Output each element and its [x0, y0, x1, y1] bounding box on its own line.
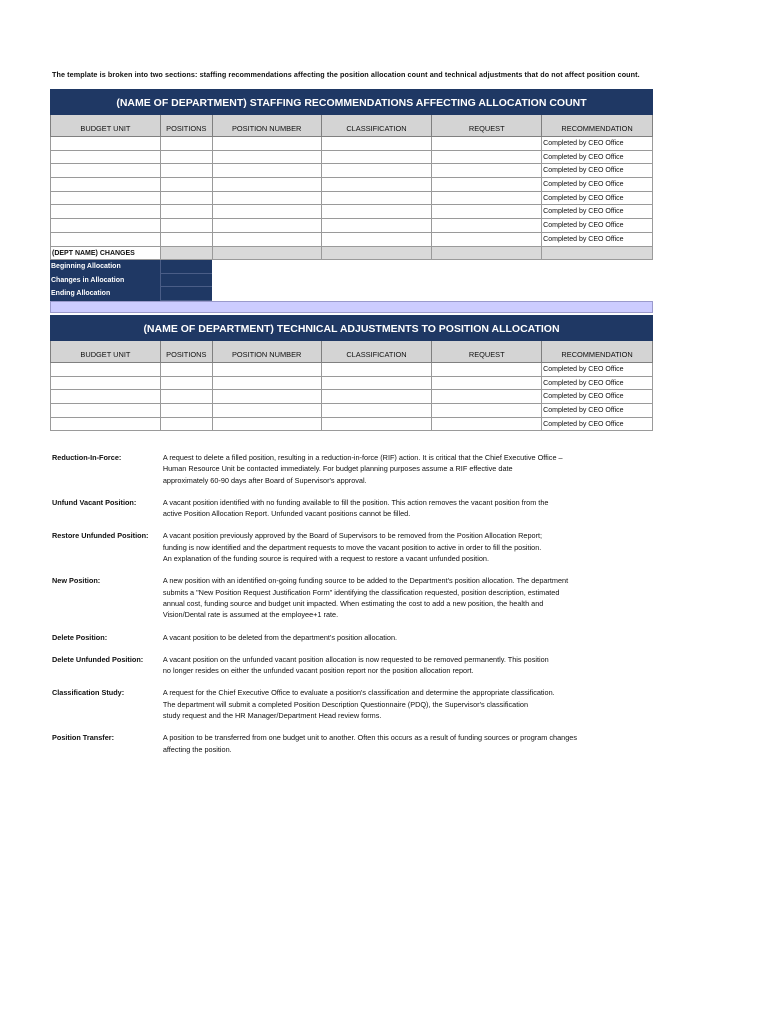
cell[interactable]	[432, 363, 542, 377]
recommendation-cell: Completed by CEO Office	[542, 137, 653, 151]
cell[interactable]	[432, 418, 542, 432]
definition-term: Position Transfer:	[52, 733, 115, 743]
definition-description	[163, 732, 672, 755]
definition-description	[163, 687, 672, 721]
summary-ending-allocation: Ending Allocation	[50, 287, 160, 301]
cell[interactable]	[322, 404, 433, 418]
cell[interactable]	[322, 418, 433, 432]
cell[interactable]	[51, 205, 161, 219]
cell[interactable]	[213, 404, 322, 418]
cell[interactable]	[432, 390, 542, 404]
cell[interactable]	[213, 377, 322, 391]
table-row	[50, 219, 653, 233]
section1-title: (NAME OF DEPARTMENT) STAFFING RECOMMENDATIONS AFFECTING ALLOCATION COUNT	[50, 89, 653, 115]
cell[interactable]	[161, 219, 213, 233]
table-row	[50, 390, 653, 404]
table-row	[50, 363, 653, 377]
definition-term: Unfund Vacant Position:	[52, 497, 137, 507]
table-row	[50, 377, 653, 391]
recommendation-cell: Completed by CEO Office	[542, 377, 653, 391]
changes-row	[50, 247, 653, 261]
table-row	[50, 164, 653, 178]
definition-term: Classification Study:	[52, 688, 125, 698]
header-positions: POSITIONS	[161, 341, 213, 363]
definition-item	[52, 530, 672, 564]
cell[interactable]	[213, 151, 322, 165]
definition-line: An explanation of the funding source is required with a request to restore a vacant unfunded position.	[162, 554, 489, 564]
header-classification: CLASSIFICATION	[322, 341, 433, 363]
definition-item	[52, 654, 672, 677]
cell[interactable]	[161, 137, 213, 151]
cell[interactable]	[432, 247, 542, 261]
recommendation-cell: Completed by CEO Office	[542, 178, 653, 192]
cell[interactable]	[432, 404, 542, 418]
cell[interactable]	[51, 178, 161, 192]
cell[interactable]	[322, 233, 433, 247]
cell[interactable]	[51, 390, 161, 404]
cell[interactable]	[432, 192, 542, 206]
cell[interactable]	[161, 363, 213, 377]
recommendation-cell: Completed by CEO Office	[542, 390, 653, 404]
cell[interactable]	[161, 205, 213, 219]
cell[interactable]	[51, 219, 161, 233]
definition-term: Restore Unfunded Position:	[52, 531, 149, 541]
recommendation-cell: Completed by CEO Office	[542, 404, 653, 418]
table-row	[50, 192, 653, 206]
definition-line: A request for the Chief Executive Office to evaluate a position's classification and determine the appropriate classification.	[162, 688, 555, 698]
definition-line: A vacant position previously approved by the Board of Supervisors to be removed from the Position Allocation Report;	[162, 531, 543, 541]
table-row	[50, 151, 653, 165]
cell[interactable]	[322, 192, 433, 206]
cell[interactable]	[51, 192, 161, 206]
cell[interactable]	[322, 247, 433, 261]
table-row	[50, 404, 653, 418]
cell[interactable]	[213, 219, 322, 233]
cell[interactable]	[51, 363, 161, 377]
cell[interactable]	[161, 390, 213, 404]
section1-header-row	[50, 115, 653, 137]
definition-item	[52, 732, 672, 755]
recommendation-cell: Completed by CEO Office	[542, 233, 653, 247]
summary-value[interactable]	[160, 260, 212, 274]
table-row	[50, 233, 653, 247]
cell[interactable]	[542, 247, 653, 261]
cell[interactable]	[322, 164, 433, 178]
definition-line: A vacant position to be deleted from the department's position allocation.	[162, 632, 398, 642]
recommendation-cell: Completed by CEO Office	[542, 151, 653, 165]
definition-term: Delete Position:	[52, 632, 108, 642]
cell[interactable]	[161, 377, 213, 391]
cell[interactable]	[432, 233, 542, 247]
definition-description	[163, 654, 672, 677]
header-budget-unit: BUDGET UNIT	[51, 115, 161, 137]
definition-line: submits a "New Position Request Justification Form" identifying the classification requested, position description, estimated	[162, 587, 560, 597]
definition-line: active Position Allocation Report. Unfunded vacant positions cannot be filled.	[162, 509, 411, 519]
cell[interactable]	[51, 404, 161, 418]
cell[interactable]	[51, 418, 161, 432]
cell[interactable]	[432, 151, 542, 165]
definition-line: A new position with an identified on-going funding source to be added to the Department's position allocation. The department	[162, 576, 569, 586]
header-position-number: POSITION NUMBER	[213, 115, 322, 137]
cell[interactable]	[213, 205, 322, 219]
table-row	[50, 178, 653, 192]
cell[interactable]	[432, 178, 542, 192]
summary-row	[50, 287, 653, 301]
definition-line: affecting the position.	[162, 744, 232, 754]
definition-description	[163, 452, 672, 486]
definition-item	[52, 632, 672, 643]
definitions-list	[52, 452, 672, 755]
definition-description	[163, 497, 672, 520]
cell[interactable]	[432, 164, 542, 178]
cell[interactable]	[161, 418, 213, 432]
cell[interactable]	[322, 205, 433, 219]
summary-row	[50, 260, 653, 274]
definition-description	[163, 530, 672, 564]
changes-label: (DEPT NAME) CHANGES	[51, 247, 161, 261]
definition-line: approximately 60-90 days after Board of Supervisor's approval.	[162, 475, 367, 485]
cell[interactable]	[213, 363, 322, 377]
header-recommendation: RECOMMENDATION	[542, 341, 653, 363]
definition-term: Reduction-In-Force:	[52, 453, 122, 462]
header-request: REQUEST	[432, 341, 542, 363]
staffing-recommendations-table	[50, 89, 653, 313]
cell[interactable]	[322, 363, 433, 377]
definition-line: funding is now identified and the department requests to move the vacant position to active in order to fill the position.	[162, 542, 542, 552]
definition-line: no longer resides on either the unfunded vacant position report nor the position allocation report.	[162, 666, 474, 676]
definition-line: A vacant position on the unfunded vacant position allocation is now requested to be removed permanently. This position	[162, 654, 549, 664]
summary-value[interactable]	[160, 274, 212, 288]
cell[interactable]	[213, 137, 322, 151]
recommendation-cell: Completed by CEO Office	[542, 164, 653, 178]
cell[interactable]	[51, 137, 161, 151]
cell[interactable]	[213, 192, 322, 206]
cell[interactable]	[51, 233, 161, 247]
definition-term: Delete Unfunded Position:	[52, 654, 144, 664]
cell[interactable]	[322, 377, 433, 391]
section2-header-row	[50, 341, 653, 363]
recommendation-cell: Completed by CEO Office	[542, 418, 653, 432]
cell[interactable]	[432, 137, 542, 151]
definition-item	[52, 575, 672, 620]
definition-line: The department will submit a completed Position Description Questionnaire (PDQ), the Supervisor's classification	[162, 699, 529, 709]
definition-line: Human Resource Unit be contacted immediately. For budget planning purposes assume a RIF effective date	[162, 464, 513, 474]
header-request: REQUEST	[432, 115, 542, 137]
technical-adjustments-table	[50, 315, 653, 431]
section-divider	[50, 301, 653, 313]
cell[interactable]	[213, 247, 322, 261]
intro-text: The template is broken into two sections: staffing recommendations affecting the position allocation count and technical adjustments that do not affect position count.	[52, 70, 640, 79]
definition-item	[52, 452, 672, 486]
cell[interactable]	[213, 164, 322, 178]
definition-term: New Position:	[52, 576, 101, 586]
header-positions: POSITIONS	[161, 115, 213, 137]
cell[interactable]	[161, 247, 213, 261]
table-row	[50, 205, 653, 219]
definition-item	[52, 687, 672, 721]
definition-description	[163, 632, 672, 643]
header-position-number: POSITION NUMBER	[213, 341, 322, 363]
cell[interactable]	[51, 151, 161, 165]
definition-line: A position to be transferred from one budget unit to another. Often this occurs as a result of funding sources or program changes	[162, 733, 577, 743]
cell[interactable]	[213, 390, 322, 404]
cell[interactable]	[322, 390, 433, 404]
header-recommendation: RECOMMENDATION	[542, 115, 653, 137]
summary-changes-in-allocation: Changes in Allocation	[50, 274, 160, 288]
cell[interactable]	[161, 233, 213, 247]
cell[interactable]	[213, 178, 322, 192]
header-budget-unit: BUDGET UNIT	[51, 341, 161, 363]
cell[interactable]	[161, 178, 213, 192]
cell[interactable]	[322, 178, 433, 192]
definition-description	[163, 575, 672, 620]
cell[interactable]	[432, 205, 542, 219]
definition-line: A vacant position identified with no funding available to fill the position. This action removes the vacant position from the	[162, 497, 549, 507]
cell[interactable]	[213, 418, 322, 432]
cell[interactable]	[161, 151, 213, 165]
definition-line: A request to delete a filled position, resulting in a reduction-in-force (RIF) action. It is critical that the Chief Executive Office –	[162, 453, 563, 462]
cell[interactable]	[161, 164, 213, 178]
cell[interactable]	[51, 164, 161, 178]
table-row	[50, 418, 653, 432]
section2-title: (NAME OF DEPARTMENT) TECHNICAL ADJUSTMENTS TO POSITION ALLOCATION	[50, 315, 653, 341]
definition-line: study request and the HR Manager/Department Head review forms.	[162, 711, 382, 721]
summary-row	[50, 274, 653, 288]
cell[interactable]	[322, 219, 433, 233]
summary-value[interactable]	[160, 287, 212, 301]
cell[interactable]	[322, 137, 433, 151]
recommendation-cell: Completed by CEO Office	[542, 219, 653, 233]
definition-item	[52, 497, 672, 520]
cell[interactable]	[213, 233, 322, 247]
cell[interactable]	[322, 151, 433, 165]
definition-line: annual cost, funding source and budget unit impacted. When estimating the cost to add a new position, the health and	[162, 598, 544, 608]
recommendation-cell: Completed by CEO Office	[542, 205, 653, 219]
definition-line: Vision/Dental rate is assumed at the employee+1 rate.	[162, 610, 339, 620]
table-row	[50, 137, 653, 151]
recommendation-cell: Completed by CEO Office	[542, 192, 653, 206]
cell[interactable]	[51, 377, 161, 391]
cell[interactable]	[161, 404, 213, 418]
recommendation-cell: Completed by CEO Office	[542, 363, 653, 377]
header-classification: CLASSIFICATION	[322, 115, 433, 137]
cell[interactable]	[432, 219, 542, 233]
summary-beginning-allocation: Beginning Allocation	[50, 260, 160, 274]
cell[interactable]	[432, 377, 542, 391]
cell[interactable]	[161, 192, 213, 206]
